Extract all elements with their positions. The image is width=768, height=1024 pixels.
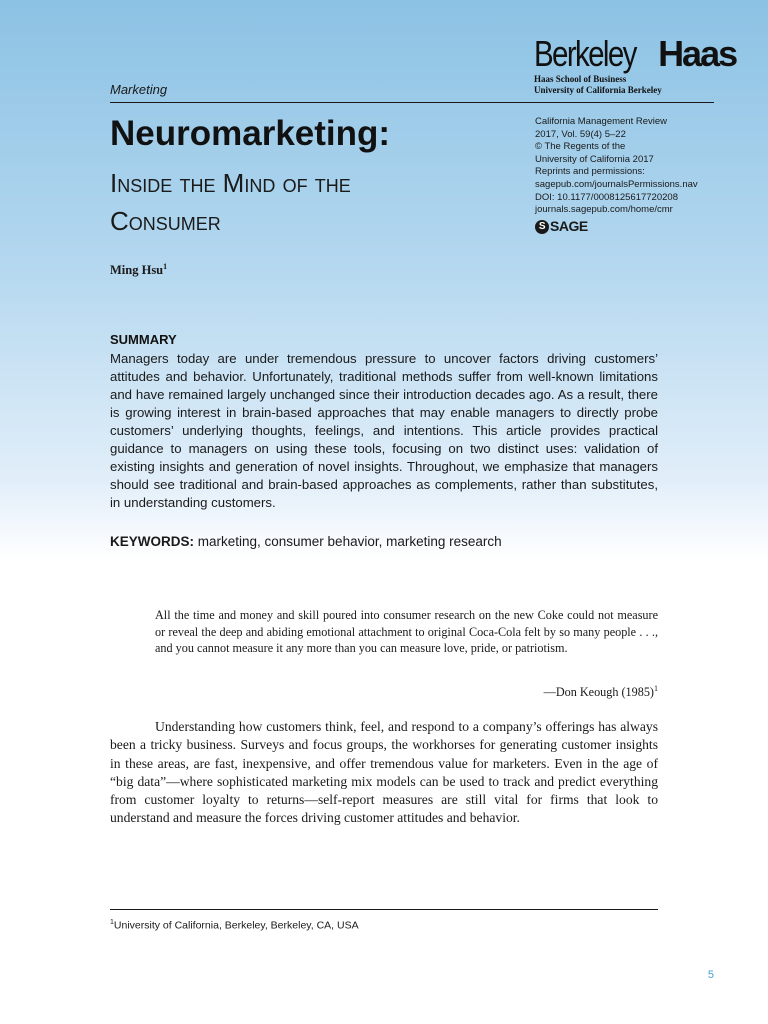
body-paragraph: Understanding how customers think, feel, and respond to a company’s offerings has always been a tricky business. Surveys and focus groups, the workhorses for generating customer insights in these areas, are fast, inexpensive, and offer tremendous value for marketers. Even in the age of “big data”—where sophisticated marketing mix models can be used to track and predict everything from customer loyalty to returns—self-report measures are still vital for firms that look to understand and measure the forces driving customer attitudes and behavior. — [110, 719, 658, 826]
article-title: Neuromarketing: — [110, 114, 391, 153]
summary-text: Managers today are under tremendous pressure to uncover factors driving customers’ attitudes and behavior. Unfortunately, traditional methods suffer from well-known limitations and have remained largely unchanged since their introduction decades ago. As a result, there is growing interest in brain-based approaches that may enable managers to directly probe customers’ underlying thoughts, feelings, and intentions. This article provides practical guidance to managers on using these tools, focusing on two distinct uses: validation of existing insights and generation of novel insights. Throughout, we emphasize that managers should see traditional and brain-based approaches as complements, rather than substitutes, in understanding customers. — [110, 351, 658, 510]
epigraph-source-text: —Don Keough (1985) — [543, 685, 654, 700]
author-affiliation-mark: 1 — [163, 262, 168, 271]
sage-icon: S — [535, 220, 549, 234]
author-name — [110, 262, 167, 278]
logo-school-line: Haas School of Business — [534, 74, 627, 84]
header-divider — [110, 102, 714, 103]
article-subtitle — [110, 164, 510, 240]
page-number: 5 — [707, 969, 714, 981]
epigraph-quote: All the time and money and skill poured into consumer research on the new Coke could not measure or reveal the deep and abiding emotional attachment to original Coca-Cola felt by so many people . . ., and you cannot measure it any more than you can measure love, pride, or patriotism. — [155, 608, 658, 655]
meta-line: California Management Review — [535, 116, 668, 127]
epigraph-source — [410, 684, 658, 700]
footnote — [110, 919, 359, 932]
epigraph-source-mark: 1 — [654, 684, 658, 693]
keywords-text: marketing, consumer behavior, marketing research — [194, 534, 502, 549]
keywords-label: KEYWORDS: — [110, 534, 194, 549]
meta-line: University of California 2017 — [535, 153, 654, 165]
author-name-text: Ming Hsu — [110, 263, 164, 278]
meta-line: journals.sagepub.com/home/cmr — [535, 204, 673, 216]
logo-word-light: Berkeley — [534, 33, 636, 74]
footnote-divider — [110, 909, 658, 910]
sage-logo — [535, 220, 715, 234]
footnote-mark: 1 — [110, 919, 114, 926]
journal-meta — [535, 116, 715, 234]
section-label: Marketing — [110, 82, 168, 97]
meta-line: © The Regents of the — [535, 141, 626, 153]
meta-line: Reprints and permissions: — [535, 166, 645, 178]
footnote-text: University of California, Berkeley, Berkeley, CA, USA — [113, 919, 359, 932]
berkeley-haas-logo — [534, 33, 737, 96]
meta-line: sagepub.com/journalsPermissions.nav — [535, 178, 698, 190]
logo-university-line: University of California Berkeley — [534, 85, 662, 95]
sage-wordmark: SAGE — [550, 218, 588, 235]
meta-line: 2017, Vol. 59(4) 5–22 — [535, 128, 626, 140]
summary-heading: SUMMARY — [110, 332, 177, 347]
keywords — [110, 534, 502, 549]
subtitle-line-2: Consumer — [110, 206, 221, 236]
subtitle-line-1: Inside the Mind of the — [110, 168, 351, 198]
meta-line: DOI: 10.1177/0008125617720208 — [535, 191, 678, 203]
logo-wordmark — [534, 33, 737, 74]
logo-word-bold: Haas — [658, 33, 737, 74]
